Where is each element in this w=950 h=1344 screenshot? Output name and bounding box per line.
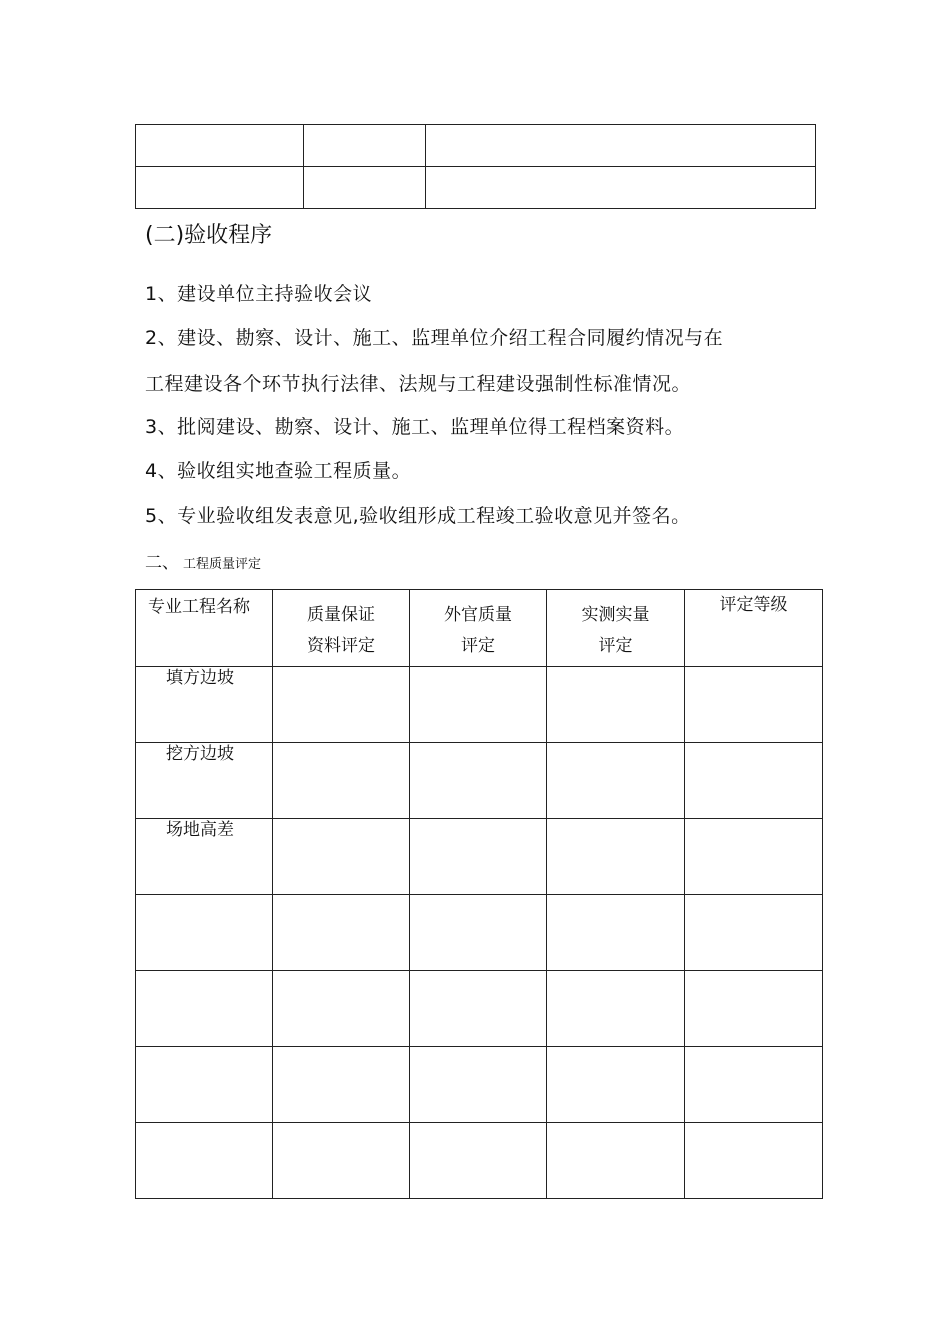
table-cell [273, 667, 410, 743]
table-row [136, 1123, 823, 1199]
table-cell [273, 819, 410, 895]
row-label-cell: 挖方边坡 [136, 743, 273, 819]
table-cell [410, 743, 547, 819]
table-row [136, 667, 823, 743]
table-cell [547, 667, 685, 743]
table-cell [426, 167, 816, 209]
table-row [136, 819, 823, 895]
table-cell [685, 1123, 823, 1199]
quality-heading [145, 548, 261, 573]
table-cell [685, 1047, 823, 1123]
quality-heading-number: 二、 [145, 553, 179, 573]
table-cell [685, 895, 823, 971]
table-row [136, 167, 816, 209]
table-cell [410, 819, 547, 895]
quality-heading-text: 工程质量评定 [183, 557, 262, 572]
table-cell [136, 125, 304, 167]
column-header: 评定等级 [685, 590, 823, 667]
table-cell [685, 743, 823, 819]
procedure-step: 5、专业验收组发表意见,验收组形成工程竣工验收意见并签名。 [145, 505, 691, 527]
table-row [136, 125, 816, 167]
procedure-step: 工程建设各个环节执行法律、法规与工程建设强制性标准情况。 [145, 373, 692, 395]
column-header: 专业工程名称 [136, 590, 273, 667]
column-header: 外官质量 评定 [410, 590, 547, 667]
table-cell [547, 743, 685, 819]
table-cell [410, 1123, 547, 1199]
table-cell [304, 125, 426, 167]
table-cell [547, 819, 685, 895]
table-row [136, 971, 823, 1047]
blank-table [135, 124, 816, 209]
procedure-step: 4、验收组实地查验工程质量。 [145, 460, 412, 482]
table-cell [685, 819, 823, 895]
table-cell [685, 971, 823, 1047]
procedure-step: 3、批阅建设、勘察、设计、施工、监理单位得工程档案资料。 [145, 416, 685, 438]
table-header-row [136, 590, 823, 667]
table-cell [273, 1123, 410, 1199]
row-label-cell: 填方边坡 [136, 667, 273, 743]
table-cell [136, 167, 304, 209]
column-header: 质量保证 资料评定 [273, 590, 410, 667]
table-cell [410, 971, 547, 1047]
table-cell [410, 895, 547, 971]
table-cell [547, 1047, 685, 1123]
table-cell [410, 667, 547, 743]
quality-table [135, 589, 823, 1199]
table-cell [685, 667, 823, 743]
table-cell [547, 1123, 685, 1199]
row-label-cell [136, 1047, 273, 1123]
table-cell [304, 167, 426, 209]
table-cell [547, 971, 685, 1047]
row-label-cell [136, 971, 273, 1047]
table-cell [410, 1047, 547, 1123]
table-cell [273, 1047, 410, 1123]
row-label-cell: 场地高差 [136, 819, 273, 895]
table-cell [426, 125, 816, 167]
procedure-step: 2、建设、勘察、设计、施工、监理单位介绍工程合同履约情况与在 [145, 327, 724, 349]
column-header: 实测实量 评定 [547, 590, 685, 667]
table-row [136, 743, 823, 819]
table-cell [273, 895, 410, 971]
table-row [136, 895, 823, 971]
table-cell [547, 895, 685, 971]
procedure-title: (二)验收程序 [145, 223, 273, 248]
table-row [136, 1047, 823, 1123]
procedure-step: 1、建设单位主持验收会议 [145, 283, 373, 305]
row-label-cell [136, 1123, 273, 1199]
table-cell [273, 971, 410, 1047]
table-cell [273, 743, 410, 819]
row-label-cell [136, 895, 273, 971]
